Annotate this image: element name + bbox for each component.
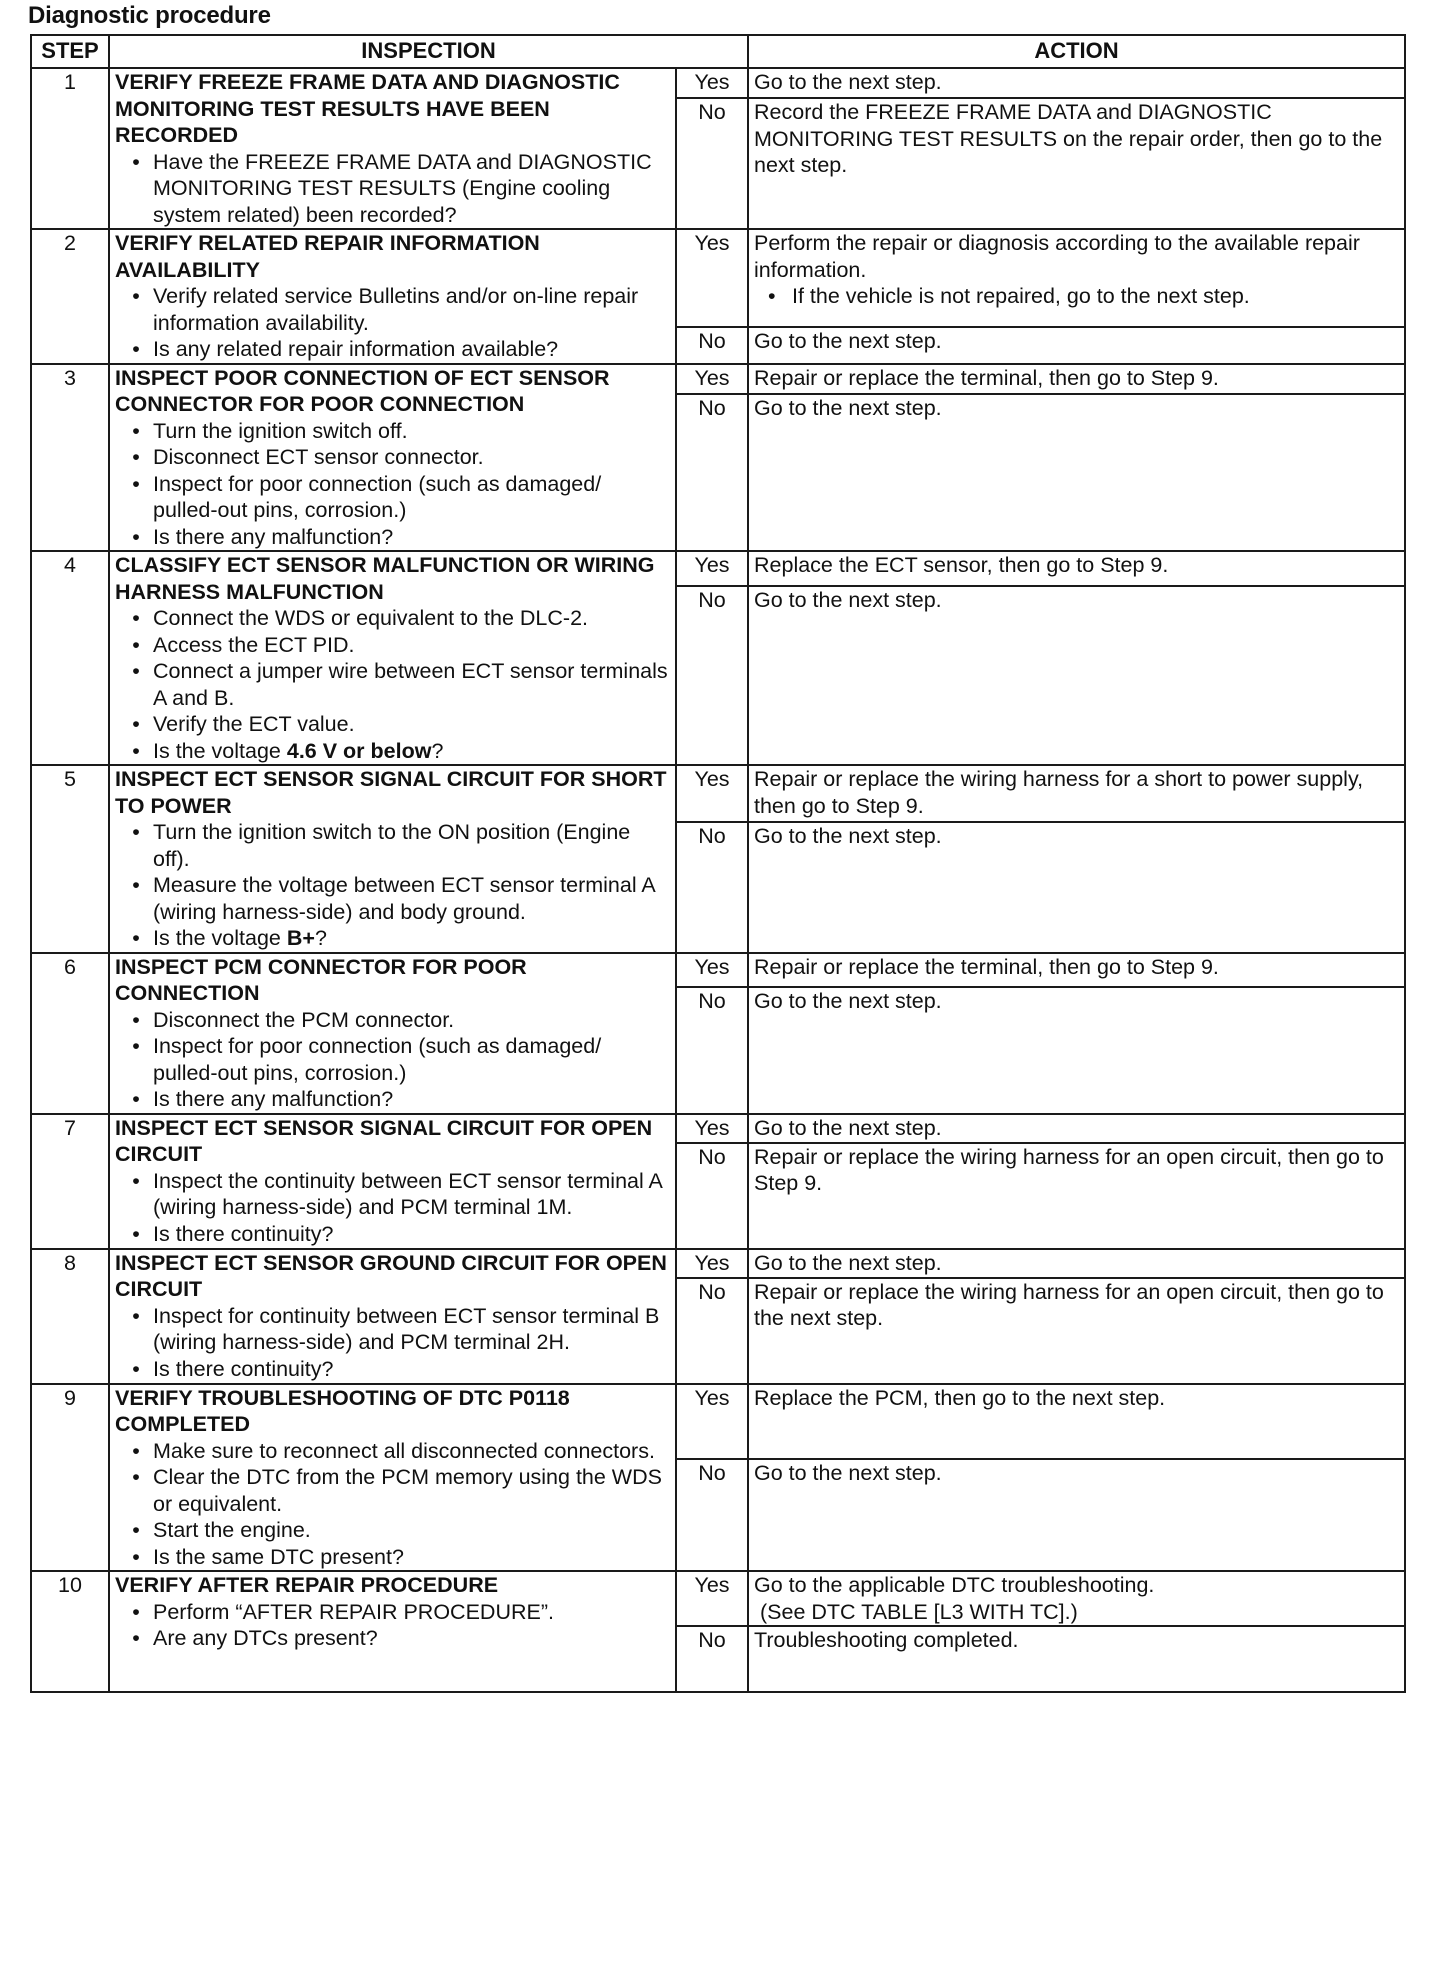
step-number: 3 bbox=[31, 364, 109, 552]
table-row bbox=[31, 953, 1405, 988]
bullet-icon: • bbox=[132, 1518, 140, 1542]
list-item bbox=[115, 819, 670, 872]
yes-action: Perform the repair or diagnosis according to the available repair information. bbox=[754, 231, 1360, 282]
inspection-cell bbox=[109, 765, 676, 953]
list-item bbox=[115, 711, 670, 738]
header-step: STEP bbox=[31, 35, 109, 68]
bullet-text: Is there any malfunction? bbox=[153, 1087, 394, 1111]
no-label: No bbox=[676, 98, 748, 229]
yes-action-cell bbox=[748, 1571, 1405, 1626]
bullet-icon: • bbox=[132, 1465, 140, 1489]
inspection-title: VERIFY FREEZE FRAME DATA AND DIAGNOSTIC MONITORING TEST RESULTS HAVE BEEN RECORDED bbox=[115, 70, 620, 147]
table-row bbox=[31, 68, 1405, 98]
bullet-icon: • bbox=[132, 820, 140, 844]
yes-label: Yes bbox=[676, 364, 748, 395]
no-action: Go to the next step. bbox=[748, 987, 1405, 1113]
inspection-bullets bbox=[115, 1303, 670, 1383]
no-label: No bbox=[676, 1278, 748, 1384]
table-row bbox=[31, 1249, 1405, 1278]
no-action: Go to the next step. bbox=[748, 327, 1405, 363]
yes-action-cell bbox=[748, 1114, 1405, 1143]
yes-action: Replace the PCM, then go to the next step. bbox=[754, 1385, 1166, 1410]
bullet-icon: • bbox=[132, 524, 140, 549]
table-row bbox=[31, 551, 1405, 586]
yes-label: Yes bbox=[676, 765, 748, 822]
bullet-icon: • bbox=[132, 1356, 140, 1381]
inspection-bullets bbox=[115, 1007, 670, 1113]
bullet-icon: • bbox=[132, 1438, 140, 1463]
inspection-cell bbox=[109, 1114, 676, 1249]
bullet-text: Start the engine. bbox=[153, 1518, 311, 1542]
no-label: No bbox=[676, 987, 748, 1113]
no-action: Go to the next step. bbox=[748, 394, 1405, 551]
yes-action: Go to the next step. bbox=[754, 1115, 942, 1140]
inspection-title: CLASSIFY ECT SENSOR MALFUNCTION OR WIRING HARNESS MALFUNCTION bbox=[115, 553, 655, 604]
list-item bbox=[115, 1544, 670, 1571]
inspection-title: VERIFY TROUBLESHOOTING OF DTC P0118 COMPLETED bbox=[115, 1385, 570, 1436]
step-number: 7 bbox=[31, 1114, 109, 1249]
no-label: No bbox=[676, 822, 748, 953]
diagnostic-procedure-table bbox=[30, 34, 1406, 1693]
bullet-icon: • bbox=[132, 712, 140, 736]
no-label: No bbox=[676, 327, 748, 363]
list-item bbox=[115, 1625, 670, 1652]
bullet-text: Clear the DTC from the PCM memory using the WDS or equivalent. bbox=[153, 1465, 662, 1516]
yes-action-cell bbox=[748, 953, 1405, 988]
list-item bbox=[115, 632, 670, 659]
list-item bbox=[115, 1033, 670, 1086]
inspection-cell bbox=[109, 229, 676, 364]
bullet-text: Have the FREEZE FRAME DATA and DIAGNOSTIC MONITORING TEST RESULTS (Engine cooling system related) been recorded? bbox=[153, 149, 652, 227]
inspection-bullets bbox=[115, 605, 670, 764]
bullet-text: Is the voltage bbox=[153, 738, 287, 763]
inspection-bullets bbox=[115, 149, 670, 229]
list-item bbox=[115, 1303, 670, 1356]
bullet-text: Inspect for poor connection (such as damaged/ pulled-out pins, corrosion.) bbox=[153, 1034, 602, 1085]
bullet-icon: • bbox=[132, 1221, 140, 1246]
inspection-title: INSPECT PCM CONNECTOR FOR POOR CONNECTION bbox=[115, 954, 527, 1005]
table-row bbox=[31, 765, 1405, 822]
list-item bbox=[115, 1356, 670, 1383]
list-item bbox=[115, 336, 670, 363]
no-label: No bbox=[676, 1459, 748, 1571]
list-item bbox=[115, 1517, 670, 1544]
no-action: Go to the next step. bbox=[748, 586, 1405, 765]
table-row bbox=[31, 1571, 1405, 1626]
no-action: Go to the next step. bbox=[748, 822, 1405, 953]
yes-label: Yes bbox=[676, 1249, 748, 1278]
bullet-icon: • bbox=[132, 926, 140, 950]
bullet-icon: • bbox=[132, 1303, 140, 1328]
yes-label: Yes bbox=[676, 68, 748, 98]
table-row bbox=[31, 364, 1405, 395]
bullet-icon: • bbox=[132, 1034, 140, 1058]
list-item bbox=[115, 149, 670, 229]
bullet-text: Turn the ignition switch to the ON position (Engine off). bbox=[153, 820, 631, 871]
table-row bbox=[31, 229, 1405, 327]
bullet-icon: • bbox=[132, 1007, 140, 1032]
header-action: ACTION bbox=[748, 35, 1405, 68]
inspection-bullets bbox=[115, 819, 670, 952]
no-action: Record the FREEZE FRAME DATA and DIAGNOSTIC MONITORING TEST RESULTS on the repair order, then go to the next step. bbox=[748, 98, 1405, 229]
yes-label: Yes bbox=[676, 1571, 748, 1626]
step-number: 10 bbox=[31, 1571, 109, 1692]
list-item bbox=[115, 738, 670, 765]
bullet-icon: • bbox=[132, 606, 140, 630]
yes-action-sublist bbox=[754, 283, 1399, 310]
bullet-text: Access the ECT PID. bbox=[153, 632, 355, 657]
list-item bbox=[115, 1599, 670, 1626]
yes-action: Repair or replace the terminal, then go to Step 9. bbox=[754, 954, 1219, 979]
no-label: No bbox=[676, 1626, 748, 1692]
bullet-suffix: ? bbox=[431, 738, 444, 763]
list-item bbox=[754, 283, 1399, 310]
step-number: 4 bbox=[31, 551, 109, 765]
inspection-title: INSPECT POOR CONNECTION OF ECT SENSOR CONNECTOR FOR POOR CONNECTION bbox=[115, 365, 610, 416]
list-item bbox=[115, 1168, 670, 1221]
bullet-text: Is the voltage bbox=[153, 926, 287, 950]
list-item bbox=[115, 925, 670, 952]
inspection-cell bbox=[109, 953, 676, 1114]
no-action: Repair or replace the wiring harness for an open circuit, then go to the next step. bbox=[748, 1278, 1405, 1384]
table-row bbox=[31, 1114, 1405, 1143]
list-item bbox=[115, 1007, 670, 1034]
bullet-text: Verify related service Bulletins and/or on-line repair information availability. bbox=[153, 284, 639, 335]
bullet-text: Is there any malfunction? bbox=[153, 524, 394, 549]
step-number: 9 bbox=[31, 1384, 109, 1572]
list-item bbox=[115, 605, 670, 632]
bullet-text: Is the same DTC present? bbox=[153, 1544, 404, 1569]
inspection-title: VERIFY RELATED REPAIR INFORMATION AVAILABILITY bbox=[115, 231, 540, 282]
yes-label: Yes bbox=[676, 1114, 748, 1143]
list-item bbox=[115, 444, 670, 471]
inspection-cell bbox=[109, 1571, 676, 1692]
list-item bbox=[115, 283, 670, 336]
page-title: Diagnostic procedure bbox=[28, 2, 271, 29]
bullet-text: Connect the WDS or equivalent to the DLC-2. bbox=[153, 606, 588, 630]
bullet-emphasis: B+ bbox=[286, 926, 315, 950]
header-inspection: INSPECTION bbox=[109, 35, 748, 68]
inspection-cell bbox=[109, 1384, 676, 1572]
list-item bbox=[115, 1221, 670, 1248]
yes-action-cell bbox=[748, 68, 1405, 98]
bullet-text: Measure the voltage between ECT sensor terminal A (wiring harness-side) and body ground. bbox=[153, 873, 655, 924]
bullet-suffix: ? bbox=[314, 926, 327, 950]
yes-action: Repair or replace the wiring harness for a short to power supply, then go to Step 9. bbox=[754, 767, 1364, 818]
inspection-bullets bbox=[115, 1168, 670, 1248]
yes-action-cell bbox=[748, 229, 1405, 327]
bullet-icon: • bbox=[132, 873, 140, 897]
list-item bbox=[115, 1086, 670, 1113]
step-number: 8 bbox=[31, 1249, 109, 1384]
bullet-text: Inspect the continuity between ECT sensor terminal A (wiring harness-side) and PCM terminal 1M. bbox=[153, 1168, 662, 1219]
bullet-icon: • bbox=[132, 418, 140, 443]
inspection-bullets bbox=[115, 283, 670, 363]
bullet-icon: • bbox=[132, 1626, 140, 1650]
no-label: No bbox=[676, 1143, 748, 1249]
step-number: 5 bbox=[31, 765, 109, 953]
bullet-icon: • bbox=[132, 632, 140, 657]
no-action: Repair or replace the wiring harness for an open circuit, then go to Step 9. bbox=[748, 1143, 1405, 1249]
table-row bbox=[31, 1384, 1405, 1459]
yes-label: Yes bbox=[676, 953, 748, 988]
bullet-icon: • bbox=[132, 445, 140, 469]
yes-action: Repair or replace the terminal, then go to Step 9. bbox=[754, 365, 1219, 390]
bullet-icon: • bbox=[132, 1087, 140, 1111]
bullet-icon: • bbox=[132, 1544, 140, 1569]
inspection-cell bbox=[109, 1249, 676, 1384]
no-label: No bbox=[676, 586, 748, 765]
bullet-text: Connect a jumper wire between ECT sensor terminals A and B. bbox=[153, 659, 668, 710]
inspection-bullets bbox=[115, 1438, 670, 1571]
bullet-text: Inspect for continuity between ECT sensor terminal B (wiring harness-side) and PCM terminal 2H. bbox=[153, 1303, 660, 1354]
list-item bbox=[115, 1438, 670, 1465]
table-body bbox=[31, 68, 1405, 1692]
inspection-title: INSPECT ECT SENSOR SIGNAL CIRCUIT FOR SHORT TO POWER bbox=[115, 767, 667, 818]
inspection-bullets bbox=[115, 1599, 670, 1652]
yes-action-sub-text: If the vehicle is not repaired, go to the next step. bbox=[792, 284, 1250, 308]
inspection-title: INSPECT ECT SENSOR SIGNAL CIRCUIT FOR OPEN CIRCUIT bbox=[115, 1115, 653, 1166]
bullet-text: Is there continuity? bbox=[153, 1221, 334, 1246]
bullet-text: Is any related repair information available? bbox=[153, 337, 559, 361]
yes-action-cell bbox=[748, 364, 1405, 395]
list-item bbox=[115, 1464, 670, 1517]
yes-action-note: (See DTC TABLE [L3 WITH TC].) bbox=[760, 1599, 1078, 1624]
step-number: 6 bbox=[31, 953, 109, 1114]
yes-label: Yes bbox=[676, 551, 748, 586]
bullet-icon: • bbox=[132, 1168, 140, 1193]
yes-action-cell bbox=[748, 765, 1405, 822]
bullet-text: Turn the ignition switch off. bbox=[153, 418, 408, 443]
bullet-text: Perform “AFTER REPAIR PROCEDURE”. bbox=[153, 1599, 554, 1624]
inspection-title: INSPECT ECT SENSOR GROUND CIRCUIT FOR OPEN CIRCUIT bbox=[115, 1250, 667, 1301]
bullet-icon: • bbox=[132, 284, 140, 308]
list-item bbox=[115, 524, 670, 551]
list-item bbox=[115, 471, 670, 524]
no-action: Troubleshooting completed. bbox=[748, 1626, 1405, 1692]
bullet-text: Are any DTCs present? bbox=[153, 1626, 378, 1650]
bullet-text: Inspect for poor connection (such as damaged/ pulled-out pins, corrosion.) bbox=[153, 471, 602, 522]
list-item bbox=[115, 418, 670, 445]
bullet-icon: • bbox=[132, 337, 140, 361]
step-number: 2 bbox=[31, 229, 109, 364]
list-item bbox=[115, 658, 670, 711]
inspection-cell bbox=[109, 68, 676, 229]
yes-action: Go to the applicable DTC troubleshooting. bbox=[754, 1573, 1155, 1597]
yes-action-cell bbox=[748, 551, 1405, 586]
bullet-icon: • bbox=[132, 659, 140, 683]
inspection-title: VERIFY AFTER REPAIR PROCEDURE bbox=[115, 1573, 499, 1597]
bullet-icon: • bbox=[132, 149, 140, 174]
yes-action: Replace the ECT sensor, then go to Step 9. bbox=[754, 553, 1169, 577]
yes-action-cell bbox=[748, 1249, 1405, 1278]
table-header-row bbox=[31, 35, 1405, 68]
bullet-text: Disconnect the PCM connector. bbox=[153, 1007, 455, 1032]
bullet-text: Disconnect ECT sensor connector. bbox=[153, 445, 484, 469]
bullet-icon: • bbox=[768, 284, 776, 308]
step-number: 1 bbox=[31, 68, 109, 229]
inspection-cell bbox=[109, 551, 676, 765]
list-item bbox=[115, 872, 670, 925]
yes-action: Go to the next step. bbox=[754, 1250, 942, 1275]
no-action: Go to the next step. bbox=[748, 1459, 1405, 1571]
yes-label: Yes bbox=[676, 229, 748, 327]
inspection-bullets bbox=[115, 418, 670, 551]
yes-action-cell bbox=[748, 1384, 1405, 1459]
yes-action: Go to the next step. bbox=[754, 70, 942, 94]
bullet-icon: • bbox=[132, 738, 140, 763]
bullet-emphasis: 4.6 V or below bbox=[286, 738, 432, 763]
no-label: No bbox=[676, 394, 748, 551]
inspection-cell bbox=[109, 364, 676, 552]
bullet-icon: • bbox=[132, 471, 140, 496]
bullet-icon: • bbox=[132, 1599, 140, 1624]
bullet-text: Make sure to reconnect all disconnected connectors. bbox=[153, 1438, 655, 1463]
bullet-text: Is there continuity? bbox=[153, 1356, 334, 1381]
bullet-text: Verify the ECT value. bbox=[153, 712, 355, 736]
yes-label: Yes bbox=[676, 1384, 748, 1459]
